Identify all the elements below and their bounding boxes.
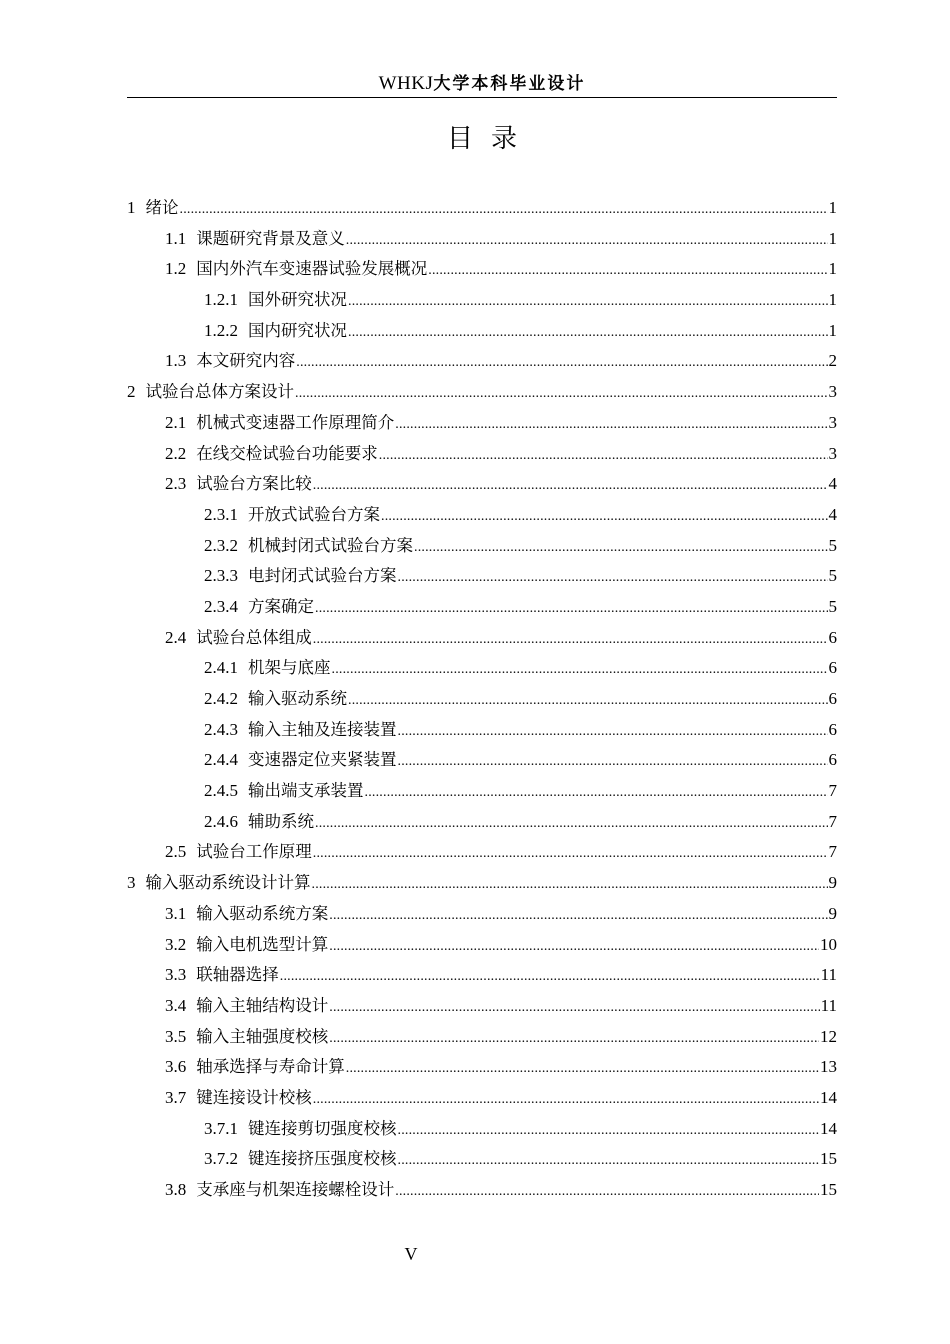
toc-entry-page: 11 [820,965,837,985]
toc-entry[interactable] [127,1114,837,1145]
toc-entry[interactable] [127,469,837,500]
toc-entry-page: 15 [820,1180,837,1199]
toc-entry-page: 12 [820,1026,837,1046]
toc-entry[interactable] [127,623,837,654]
toc-dot-leader [315,809,828,839]
toc-entry-title: 输入主轴及连接装置 [248,719,397,739]
toc-entry-title: 键连接设计校核 [196,1087,312,1107]
toc-entry-title: 变速器定位夹紧装置 [248,750,397,770]
toc-entry[interactable] [127,561,837,592]
page-header [127,72,837,96]
toc-entry-title: 试验台总体组成 [196,627,312,647]
toc-entry-title: 机架与底座 [248,658,331,678]
toc-dot-leader [398,1146,820,1176]
toc-dot-leader [329,901,827,931]
toc-dot-leader [280,962,820,992]
toc-entry-page: 5 [828,596,837,616]
toc-entry[interactable] [127,868,837,899]
toc-dot-leader [329,932,819,962]
toc-entry-title: 键连接挤压强度校核 [248,1149,397,1169]
toc-dot-leader [428,256,827,286]
toc-entry-title: 国内研究状况 [248,320,347,340]
toc-dot-leader [313,839,828,869]
toc-dot-leader [313,625,828,655]
toc-entry-number: 2.1 [165,412,187,432]
toc-entry[interactable] [127,684,837,715]
toc-entry[interactable] [127,930,837,961]
toc-entry-title: 试验台工作原理 [196,842,312,862]
toc-entry-page: 3 [828,412,837,432]
toc-entry[interactable] [127,991,837,1022]
toc-entry-page: 7 [828,811,837,831]
toc-entry[interactable] [127,531,837,562]
toc-dot-leader [395,410,827,440]
header-school-code: WHKJ [378,73,434,94]
toc-dot-leader [395,1177,819,1207]
toc-entry-title: 输入电机选型计算 [196,934,329,954]
header-divider [127,97,837,98]
page-number: V [404,1244,418,1264]
toc-entry-page: 3 [828,382,837,402]
toc-entry-page: 7 [828,842,837,862]
toc-entry[interactable] [127,776,837,807]
toc-entry-page: 6 [828,689,837,708]
toc-dot-leader [398,1116,820,1146]
toc-entry[interactable] [127,1022,837,1053]
toc-entry-number: 1.2.2 [204,320,238,340]
toc-dot-leader [180,195,828,225]
toc-entry[interactable] [127,1144,837,1175]
toc-entry-page: 5 [828,566,837,586]
toc-entry-number: 2.4.4 [204,750,238,770]
toc-entry-number: 1 [127,198,136,217]
toc-dot-leader [348,318,828,348]
toc-entry-title: 键连接剪切强度校核 [248,1118,397,1138]
toc-entry-number: 2.2 [165,443,187,463]
toc-entry[interactable] [127,745,837,776]
toc-entry-page: 5 [828,535,837,555]
toc-entry-number: 3.4 [165,995,187,1015]
toc-dot-leader [348,686,828,716]
toc-entry-number: 2.5 [165,842,187,862]
toc-dot-leader [295,379,828,409]
toc-entry-number: 2.4.1 [204,658,238,678]
toc-entry-number: 2.3.4 [204,596,238,616]
toc-entry[interactable] [127,346,837,377]
toc-entry-number: 2.3 [165,474,187,494]
toc-entry-title: 课题研究背景及意义 [196,228,345,248]
toc-entry-title: 输入驱动系统方案 [196,903,329,923]
toc-dot-leader [381,502,828,532]
toc-entry-page: 6 [828,719,837,739]
toc-entry-title: 本文研究内容 [196,351,296,371]
toc-entry-number: 3.7 [165,1087,187,1107]
toc-entry-title: 轴承选择与寿命计算 [196,1057,345,1077]
toc-dot-leader [398,563,828,593]
toc-entry-title: 在线交检试验台功能要求 [196,443,378,463]
toc-dot-leader [365,778,828,808]
toc-dot-leader [348,287,828,317]
toc-entry-title: 试验台总体方案设计 [145,382,294,402]
toc-entry[interactable] [127,837,837,868]
toc-entry-title: 试验台方案比较 [196,474,312,494]
toc-entry-page: 6 [828,658,837,678]
toc-entry-title: 支承座与机架连接螺栓设计 [196,1180,395,1199]
toc-entry-title: 输入驱动系统 [248,689,347,708]
toc-entry-page: 1 [828,198,837,217]
toc-entry[interactable] [127,193,837,224]
table-of-contents [127,193,837,1206]
toc-entry[interactable] [127,1052,837,1083]
toc-entry[interactable] [127,254,837,285]
toc-entry[interactable] [127,592,837,623]
toc-entry-page: 10 [820,934,837,954]
toc-entry-number: 2.4.6 [204,811,238,831]
toc-dot-leader [346,226,828,256]
toc-entry-title: 电封闭式试验台方案 [248,566,397,586]
toc-entry-number: 3.5 [165,1026,187,1046]
toc-entry-number: 3.2 [165,934,187,954]
toc-entry[interactable] [127,377,837,408]
toc-entry-title: 绪论 [145,198,179,217]
toc-entry-page: 6 [828,627,837,647]
toc-entry-number: 3.3 [165,965,187,985]
toc-entry[interactable] [127,224,837,255]
toc-entry-title: 输入主轴强度校核 [196,1026,329,1046]
toc-entry[interactable] [127,899,837,930]
toc-dot-leader [332,655,828,685]
toc-entry-title: 输入驱动系统设计计算 [145,873,311,893]
toc-entry-title: 国外研究状况 [248,290,347,310]
toc-entry[interactable] [127,1175,837,1206]
toc-entry-number: 3.1 [165,903,187,923]
toc-entry-number: 2.3.3 [204,566,238,586]
toc-dot-leader [329,993,819,1023]
toc-entry-number: 3.6 [165,1057,187,1077]
toc-entry-title: 联轴器选择 [196,965,279,985]
toc-entry-page: 14 [820,1087,837,1107]
toc-dot-leader [329,1024,819,1054]
toc-entry-page: 9 [828,903,837,923]
toc-entry[interactable] [127,1083,837,1114]
toc-entry-title: 辅助系统 [248,811,314,831]
toc-entry-page: 13 [820,1057,837,1077]
toc-dot-leader [296,348,827,378]
toc-entry-page: 4 [828,504,837,524]
toc-entry-number: 2 [127,382,136,402]
toc-entry-page: 9 [828,873,837,893]
toc-entry-number: 3 [127,873,136,893]
toc-entry-number: 1.1 [165,228,187,248]
toc-entry[interactable] [127,960,837,991]
toc-entry[interactable] [127,653,837,684]
toc-dot-leader [346,1054,819,1084]
toc-entry-title: 输出端支承装置 [248,781,364,801]
toc-entry-number: 2.4 [165,627,187,647]
toc-entry-page: 1 [828,259,837,279]
toc-entry-number: 3.8 [165,1180,187,1199]
toc-entry-page: 7 [828,781,837,801]
toc-entry[interactable] [127,715,837,746]
toc-entry-title: 机械式变速器工作原理简介 [196,412,395,432]
toc-entry-number: 2.4.3 [204,719,238,739]
toc-entry-page: 15 [820,1149,837,1169]
toc-entry-page: 1 [828,290,837,310]
toc-entry-title: 方案确定 [248,596,314,616]
toc-entry[interactable] [127,285,837,316]
toc-dot-leader [312,870,828,900]
toc-entry-page: 1 [828,228,837,248]
toc-entry-page: 2 [828,351,837,371]
toc-entry-number: 1.3 [165,351,187,371]
toc-entry-page: 3 [828,443,837,463]
toc-dot-leader [313,471,828,501]
toc-dot-leader [379,441,828,471]
toc-entry[interactable] [127,316,837,347]
toc-entry[interactable] [127,439,837,470]
toc-entry-number: 1.2 [165,259,187,279]
toc-entry[interactable] [127,408,837,439]
toc-entry-page: 14 [820,1118,837,1138]
toc-dot-leader [313,1085,819,1115]
toc-dot-leader [398,747,828,777]
toc-entry-number: 2.4.5 [204,781,238,801]
toc-entry-title: 开放式试验台方案 [248,504,380,524]
toc-entry-title: 输入主轴结构设计 [196,995,329,1015]
toc-entry-title: 机械封闭式试验台方案 [248,535,413,555]
toc-entry-page: 11 [820,995,837,1015]
toc-entry-number: 1.2.1 [204,290,238,310]
toc-dot-leader [398,717,828,747]
toc-dot-leader [414,533,828,563]
toc-entry[interactable] [127,500,837,531]
toc-dot-leader [315,594,828,624]
toc-entry-number: 2.3.1 [204,504,238,524]
toc-entry-number: 2.4.2 [204,689,238,708]
toc-entry-number: 2.3.2 [204,535,238,555]
toc-entry-page: 4 [828,474,837,494]
toc-entry-page: 6 [828,750,837,770]
page-title: 目录 [446,124,535,154]
toc-entry-number: 3.7.2 [204,1149,238,1169]
toc-entry-title: 国内外汽车变速器试验发展概况 [196,259,428,279]
toc-entry-page: 1 [828,320,837,340]
toc-entry-number: 3.7.1 [204,1118,238,1138]
toc-entry[interactable] [127,807,837,838]
header-document-type: 大学本科毕业设计 [433,74,586,94]
